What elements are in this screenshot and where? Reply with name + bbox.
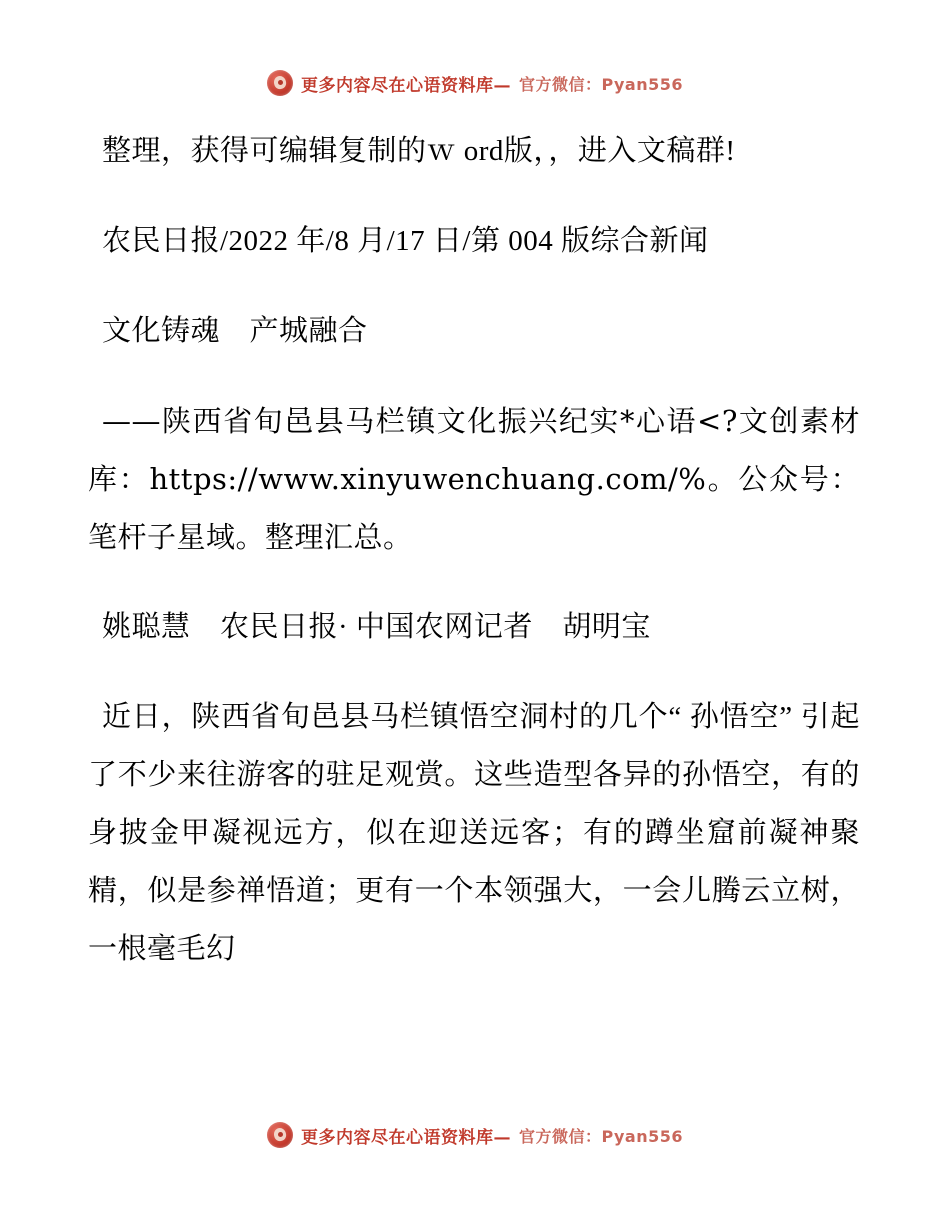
- seal-logo-icon: [267, 70, 293, 96]
- seal-logo-icon: [267, 1122, 293, 1148]
- paragraph-source-line: 农民日报/2022 年/8 月/17 日/第 004 版综合新闻: [102, 225, 709, 257]
- watermark-sub-text: 官方微信：Pyan556: [518, 1126, 684, 1146]
- watermark-banner-bottom: [0, 1122, 950, 1148]
- article-body-paragraph: 近日，陕西省旬邑县马栏镇悟空洞村的几个“ 孙悟空” 引起了不少来往游客的驻足观赏。这些造型各异的孙悟空，有的身披金甲凝视远方，似在迎送远客；有的蹲坐窟前凝神聚精，似是参禅悟道；更有一个本领强大，一会儿腾云立树，一根毫毛幻: [88, 701, 860, 965]
- watermark-sub-text: 官方微信：Pyan556: [518, 74, 684, 94]
- article-byline: 姚聪慧 农民日报· 中国农网记者 胡明宝: [102, 611, 651, 643]
- paragraph-spacer: [88, 670, 860, 688]
- paragraph-spacer: [88, 580, 860, 598]
- watermark-main-text: 更多内容尽在心语资料库—: [300, 1127, 511, 1148]
- paragraph-spacer: [88, 284, 860, 302]
- article-title: 文化铸魂 产城融合: [102, 315, 368, 347]
- paragraph-intro: 整理，获得可编辑复制的ｗ ord版，，进入文稿群!: [102, 135, 736, 167]
- paragraph-spacer: [88, 194, 860, 212]
- watermark-banner-top: [0, 70, 950, 96]
- paragraph-spacer: [88, 374, 860, 392]
- article-subtitle: ——陕西省旬邑县马栏镇文化振兴纪实*心语<?文创素材库：https://www.xinyuwenchuang.com/%。公众号：笔杆子星域。整理汇总。: [88, 404, 860, 554]
- document-body: [88, 122, 860, 992]
- watermark-main-text: 更多内容尽在心语资料库—: [300, 75, 511, 96]
